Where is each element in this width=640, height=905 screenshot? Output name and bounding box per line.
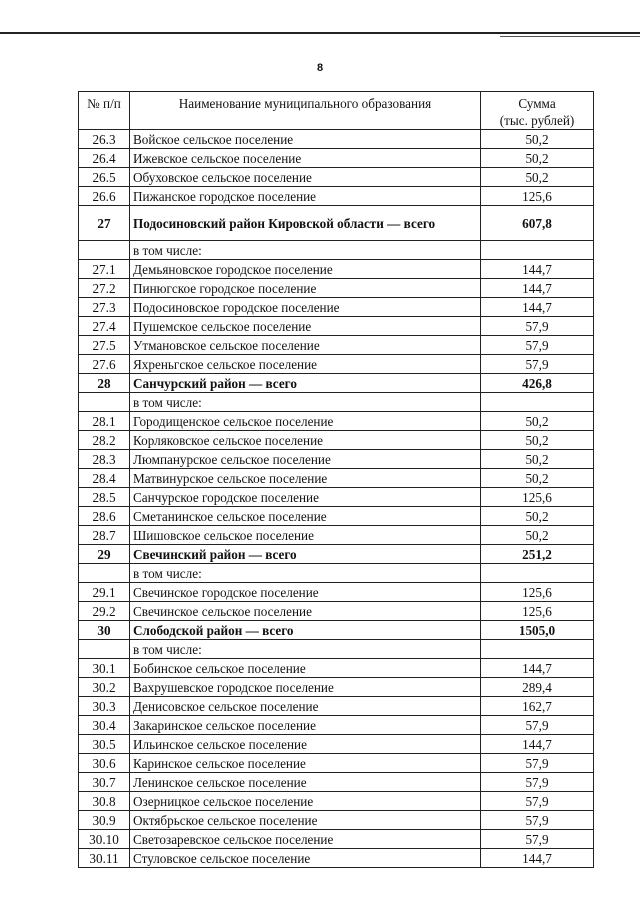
row-number: 28.2 xyxy=(79,431,130,450)
top-rule xyxy=(0,32,640,34)
table-row xyxy=(79,659,594,678)
table-body xyxy=(79,130,594,868)
top-rule-thin xyxy=(500,36,640,37)
table-row xyxy=(79,507,594,526)
row-number: 28 xyxy=(79,374,130,393)
row-number: 27.5 xyxy=(79,336,130,355)
table-row xyxy=(79,336,594,355)
row-sum: 607,8 xyxy=(481,206,594,241)
table-row xyxy=(79,431,594,450)
row-name: Люмпанурское сельское поселение xyxy=(130,450,481,469)
row-sum xyxy=(481,564,594,583)
row-number: 30.7 xyxy=(79,773,130,792)
row-number: 30.11 xyxy=(79,849,130,868)
row-number: 27.3 xyxy=(79,298,130,317)
row-name: Пинюгское городское поселение xyxy=(130,279,481,298)
row-number: 27.1 xyxy=(79,260,130,279)
table-row xyxy=(79,526,594,545)
row-name: в том числе: xyxy=(130,564,481,583)
row-name: Городищенское сельское поселение xyxy=(130,412,481,431)
row-sum: 57,9 xyxy=(481,754,594,773)
table-row xyxy=(79,168,594,187)
allocation-table xyxy=(78,91,594,868)
row-sum: 144,7 xyxy=(481,735,594,754)
table-row xyxy=(79,830,594,849)
row-number: 26.6 xyxy=(79,187,130,206)
row-name: Ильинское сельское поселение xyxy=(130,735,481,754)
row-name: Вахрушевское городское поселение xyxy=(130,678,481,697)
row-sum: 125,6 xyxy=(481,187,594,206)
row-name: Подосиновский район Кировской области — всего xyxy=(130,206,481,241)
row-sum: 125,6 xyxy=(481,583,594,602)
table-row xyxy=(79,149,594,168)
row-sum: 50,2 xyxy=(481,526,594,545)
row-sum xyxy=(481,241,594,260)
row-name: Войское сельское поселение xyxy=(130,130,481,149)
row-sum: 50,2 xyxy=(481,149,594,168)
row-name: Яхреньгское сельское поселение xyxy=(130,355,481,374)
row-sum: 50,2 xyxy=(481,507,594,526)
row-number: 28.5 xyxy=(79,488,130,507)
table-row xyxy=(79,317,594,336)
header-sum-line1: Сумма xyxy=(518,96,556,111)
row-sum: 426,8 xyxy=(481,374,594,393)
row-name: Октябрьское сельское поселение xyxy=(130,811,481,830)
row-sum: 57,9 xyxy=(481,317,594,336)
row-name: Демьяновское городское поселение xyxy=(130,260,481,279)
row-sum: 125,6 xyxy=(481,488,594,507)
row-name: Санчурский район — всего xyxy=(130,374,481,393)
row-number: 29.2 xyxy=(79,602,130,621)
table-row xyxy=(79,735,594,754)
row-number: 30.8 xyxy=(79,792,130,811)
row-sum: 50,2 xyxy=(481,469,594,488)
row-number: 26.3 xyxy=(79,130,130,149)
row-number: 27 xyxy=(79,206,130,241)
row-sum: 144,7 xyxy=(481,260,594,279)
table-row xyxy=(79,187,594,206)
row-sum xyxy=(481,393,594,412)
row-name: Озерницкое сельское поселение xyxy=(130,792,481,811)
row-name: Свечинское сельское поселение xyxy=(130,602,481,621)
row-sum: 57,9 xyxy=(481,773,594,792)
row-number xyxy=(79,393,130,412)
table-row xyxy=(79,678,594,697)
row-name: Обуховское сельское поселение xyxy=(130,168,481,187)
row-number: 28.1 xyxy=(79,412,130,431)
row-sum: 144,7 xyxy=(481,849,594,868)
table-row-district-total xyxy=(79,545,594,564)
row-sum: 50,2 xyxy=(481,168,594,187)
table-row-district-total xyxy=(79,206,594,241)
row-name: Закаринское сельское поселение xyxy=(130,716,481,735)
table-row-district-total xyxy=(79,621,594,640)
row-number: 28.4 xyxy=(79,469,130,488)
row-name: Санчурское городское поселение xyxy=(130,488,481,507)
row-name: Светозаревское сельское поселение xyxy=(130,830,481,849)
row-number: 27.2 xyxy=(79,279,130,298)
table-row xyxy=(79,412,594,431)
table-row xyxy=(79,130,594,149)
header-sum xyxy=(481,92,594,130)
row-number: 26.4 xyxy=(79,149,130,168)
row-name: Корляковское сельское поселение xyxy=(130,431,481,450)
row-number: 27.6 xyxy=(79,355,130,374)
row-sum: 125,6 xyxy=(481,602,594,621)
row-sum: 57,9 xyxy=(481,336,594,355)
row-number: 29 xyxy=(79,545,130,564)
row-name: Стуловское сельское поселение xyxy=(130,849,481,868)
table-row xyxy=(79,279,594,298)
row-sum: 162,7 xyxy=(481,697,594,716)
table-row xyxy=(79,773,594,792)
table-row xyxy=(79,241,594,260)
row-sum: 50,2 xyxy=(481,412,594,431)
row-number: 30.6 xyxy=(79,754,130,773)
row-sum: 50,2 xyxy=(481,450,594,469)
row-number: 28.7 xyxy=(79,526,130,545)
table-row xyxy=(79,450,594,469)
table-row xyxy=(79,697,594,716)
row-number: 26.5 xyxy=(79,168,130,187)
row-sum: 57,9 xyxy=(481,811,594,830)
row-name: в том числе: xyxy=(130,393,481,412)
row-sum: 57,9 xyxy=(481,355,594,374)
row-number xyxy=(79,640,130,659)
row-number: 27.4 xyxy=(79,317,130,336)
row-name: Слободской район — всего xyxy=(130,621,481,640)
table-row xyxy=(79,469,594,488)
row-number xyxy=(79,564,130,583)
table-row xyxy=(79,640,594,659)
row-sum: 57,9 xyxy=(481,716,594,735)
row-number: 30.1 xyxy=(79,659,130,678)
row-name: Пушемское сельское поселение xyxy=(130,317,481,336)
row-sum: 144,7 xyxy=(481,279,594,298)
row-name: Подосиновское городское поселение xyxy=(130,298,481,317)
row-number: 30.9 xyxy=(79,811,130,830)
row-number: 30.2 xyxy=(79,678,130,697)
header-number: № п/п xyxy=(79,92,130,130)
header-sum-line2: (тыс. рублей) xyxy=(499,113,575,128)
row-number: 28.6 xyxy=(79,507,130,526)
row-number xyxy=(79,241,130,260)
row-name: Денисовское сельское поселение xyxy=(130,697,481,716)
row-name: Пижанское городское поселение xyxy=(130,187,481,206)
row-number: 30.10 xyxy=(79,830,130,849)
table-row xyxy=(79,792,594,811)
table-row xyxy=(79,488,594,507)
table-row xyxy=(79,811,594,830)
row-number: 30 xyxy=(79,621,130,640)
table-row xyxy=(79,355,594,374)
table-row xyxy=(79,716,594,735)
row-sum: 50,2 xyxy=(481,130,594,149)
row-name: Матвинурское сельское поселение xyxy=(130,469,481,488)
row-sum: 289,4 xyxy=(481,678,594,697)
table-header-row xyxy=(79,92,594,130)
table-row xyxy=(79,298,594,317)
table-row xyxy=(79,583,594,602)
row-name: Свечинский район — всего xyxy=(130,545,481,564)
row-number: 30.3 xyxy=(79,697,130,716)
row-name: в том числе: xyxy=(130,241,481,260)
row-name: Утмановское сельское поселение xyxy=(130,336,481,355)
row-name: в том числе: xyxy=(130,640,481,659)
row-number: 29.1 xyxy=(79,583,130,602)
row-sum: 1505,0 xyxy=(481,621,594,640)
header-name: Наименование муниципального образования xyxy=(130,92,481,130)
row-name: Ленинское сельское поселение xyxy=(130,773,481,792)
row-number: 28.3 xyxy=(79,450,130,469)
row-sum: 144,7 xyxy=(481,298,594,317)
row-number: 30.4 xyxy=(79,716,130,735)
table-row xyxy=(79,260,594,279)
row-name: Бобинское сельское поселение xyxy=(130,659,481,678)
row-name: Сметанинское сельское поселение xyxy=(130,507,481,526)
row-name: Каринское сельское поселение xyxy=(130,754,481,773)
table-row xyxy=(79,393,594,412)
page-number: 8 xyxy=(316,62,324,74)
row-sum: 50,2 xyxy=(481,431,594,450)
row-sum: 57,9 xyxy=(481,830,594,849)
row-sum: 57,9 xyxy=(481,792,594,811)
table-row xyxy=(79,564,594,583)
row-name: Ижевское сельское поселение xyxy=(130,149,481,168)
row-name: Шишовское сельское поселение xyxy=(130,526,481,545)
row-number: 30.5 xyxy=(79,735,130,754)
row-sum: 144,7 xyxy=(481,659,594,678)
table-row xyxy=(79,602,594,621)
row-name: Свечинское городское поселение xyxy=(130,583,481,602)
table-row xyxy=(79,849,594,868)
table-row-district-total xyxy=(79,374,594,393)
table-row xyxy=(79,754,594,773)
row-sum xyxy=(481,640,594,659)
row-sum: 251,2 xyxy=(481,545,594,564)
